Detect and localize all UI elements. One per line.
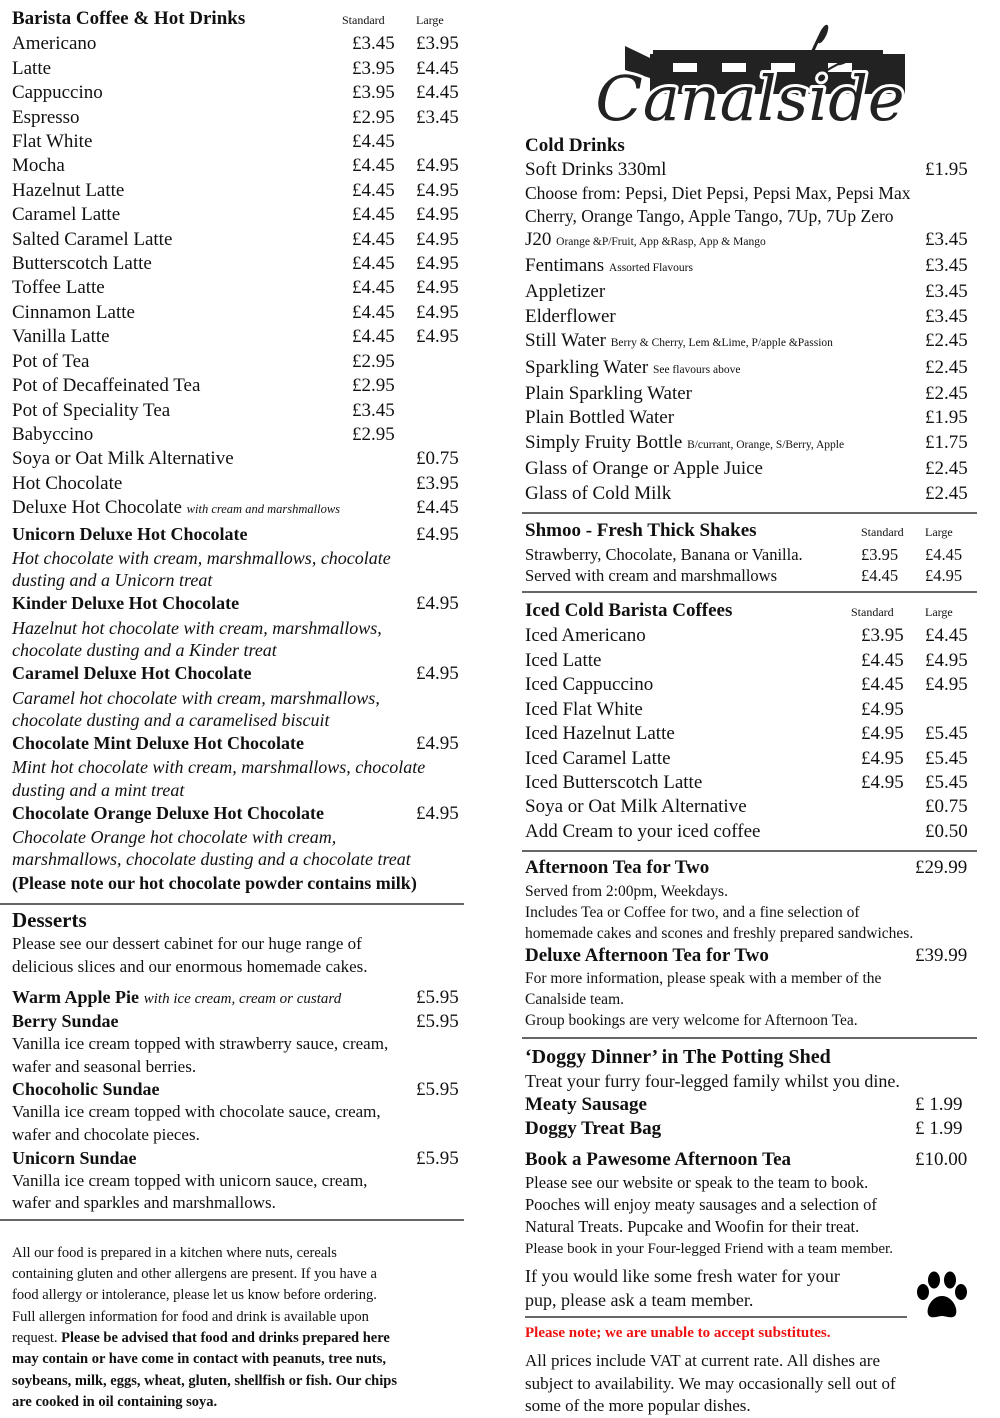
divider bbox=[522, 591, 977, 593]
item-price: £2.45 bbox=[925, 330, 968, 352]
item-price: £4.95 bbox=[416, 593, 459, 615]
col-large: Large bbox=[925, 525, 953, 540]
water-note bbox=[525, 1264, 907, 1318]
deluxe-hot-chocolate bbox=[12, 496, 464, 521]
item-name: Kinder Deluxe Hot Chocolate bbox=[12, 593, 240, 614]
price-large: £4.45 bbox=[416, 82, 459, 104]
item-name: Still Water bbox=[525, 330, 606, 352]
iced-title: Iced Cold Barista Coffees bbox=[525, 600, 733, 622]
doggy-section bbox=[525, 1045, 977, 1418]
item-name: Warm Apple Pie bbox=[12, 987, 139, 1008]
item-note: See flavours above bbox=[652, 363, 741, 376]
dessert-item bbox=[12, 1147, 464, 1170]
hot-drinks-list bbox=[12, 32, 464, 496]
item-description: chocolate dusting and a caramelised biscuit bbox=[12, 709, 330, 730]
price-large: £4.95 bbox=[416, 253, 459, 275]
item-price: £10.00 bbox=[915, 1148, 968, 1170]
item-description: dusting and a mint treat bbox=[12, 779, 185, 800]
intro-line: Please see our dessert cabinet for our huge range of bbox=[12, 934, 362, 953]
cold-drinks-list bbox=[525, 228, 977, 506]
item-name-wrap bbox=[525, 305, 925, 329]
item-name: Unicorn Deluxe Hot Chocolate bbox=[12, 523, 248, 544]
right-column bbox=[525, 0, 977, 1418]
menu-item bbox=[525, 722, 977, 746]
afternoon-tea-section bbox=[525, 856, 977, 1031]
cold-drink-item bbox=[525, 254, 977, 280]
price-large: £4.95 bbox=[416, 228, 459, 250]
item-name: Strawberry, Chocolate, Banana or Vanilla. bbox=[525, 545, 803, 565]
dessert-list bbox=[12, 1010, 464, 1215]
special-item bbox=[12, 522, 464, 547]
item-name: Vanilla Latte bbox=[12, 326, 110, 348]
dessert-item bbox=[12, 1010, 464, 1033]
special-item bbox=[12, 801, 464, 826]
item-description: wafer and seasonal berries. bbox=[12, 1056, 197, 1076]
menu-item bbox=[12, 301, 464, 325]
hot-chocolate-specials bbox=[12, 522, 464, 871]
menu-item bbox=[525, 624, 977, 648]
item-name: Served with cream and marshmallows bbox=[525, 566, 778, 586]
price-standard: £4.95 bbox=[861, 747, 904, 769]
item-price: £4.95 bbox=[416, 732, 459, 754]
price-standard: £4.45 bbox=[352, 204, 395, 226]
item-price: £5.95 bbox=[416, 1079, 459, 1101]
col-large: Large bbox=[416, 13, 444, 27]
special-item bbox=[12, 661, 464, 686]
item-name: Caramel Deluxe Hot Chocolate bbox=[12, 663, 252, 684]
choice-line: Cherry, Orange Tango, Apple Tango, 7Up, 7Up Zero bbox=[525, 206, 894, 226]
menu-item bbox=[12, 350, 464, 374]
allergen-line: Full allergen information for food and drink is available upon bbox=[12, 1308, 369, 1325]
item-description: marshmallows, chocolate dusting and a chocolate treat bbox=[12, 849, 411, 870]
item-name: Latte bbox=[12, 57, 52, 79]
item-price: £29.99 bbox=[915, 857, 968, 879]
milk-note: (Please note our hot chocolate powder contains milk) bbox=[12, 872, 417, 893]
description-line: homemade cakes and scones and freshly prepared sandwiches. bbox=[525, 924, 914, 942]
item-name: Soft Drinks 330ml bbox=[525, 159, 667, 180]
item-price: £1.95 bbox=[925, 159, 968, 180]
item-price: £3.45 bbox=[925, 228, 968, 250]
price-standard: £4.95 bbox=[861, 723, 904, 745]
price-standard: £4.45 bbox=[352, 131, 395, 153]
menu-item bbox=[12, 325, 464, 349]
divider bbox=[0, 903, 464, 905]
price-large: £4.95 bbox=[416, 204, 459, 226]
menu-item bbox=[525, 747, 977, 771]
menu-item bbox=[525, 649, 977, 673]
item-name: Soya or Oat Milk Alternative bbox=[525, 796, 747, 818]
intro-line: delicious slices and our enormous homemade cakes. bbox=[12, 956, 368, 976]
menu-item bbox=[525, 673, 977, 697]
hot-drinks-header bbox=[12, 7, 464, 32]
item-name-wrap bbox=[525, 254, 925, 280]
item-price: £3.45 bbox=[925, 281, 968, 303]
col-standard: Standard bbox=[342, 13, 385, 27]
item-name: Iced Caramel Latte bbox=[525, 747, 671, 769]
price-standard: £4.45 bbox=[352, 155, 395, 177]
item-price: £4.95 bbox=[416, 802, 459, 824]
item-name: Hazelnut Latte bbox=[12, 179, 125, 201]
item-price: £ 1.99 bbox=[915, 1118, 963, 1140]
price-standard: £2.95 bbox=[352, 106, 395, 128]
cold-drink-item bbox=[525, 431, 977, 457]
price-large: £5.45 bbox=[925, 747, 968, 769]
shakes-title: Shmoo - Fresh Thick Shakes bbox=[525, 520, 757, 542]
menu-item bbox=[12, 81, 464, 105]
doggy-item bbox=[525, 1093, 977, 1117]
price-large: £4.95 bbox=[416, 155, 459, 177]
item-price: £1.95 bbox=[925, 407, 968, 429]
item-note: Berry & Cherry, Lem &Lime, P/apple &Passion bbox=[610, 337, 833, 350]
menu-item bbox=[12, 447, 464, 471]
description-line: Pooches will enjoy meaty sausages and a selection of bbox=[525, 1195, 877, 1215]
price-large: £3.95 bbox=[416, 472, 459, 494]
description-line: Natural Treats. Pupcake and Woofin for their treat. bbox=[525, 1217, 860, 1237]
item-name: Afternoon Tea for Two bbox=[525, 857, 710, 879]
item-name: Appletizer bbox=[525, 281, 606, 303]
description-line: Group bookings are very welcome for Afternoon Tea. bbox=[525, 1011, 858, 1029]
iced-section bbox=[525, 599, 977, 844]
item-description: dusting and a Unicorn treat bbox=[12, 570, 213, 591]
menu-item bbox=[525, 771, 977, 795]
menu-item bbox=[525, 565, 977, 586]
item-name: Pot of Tea bbox=[12, 350, 90, 372]
price-large: £4.95 bbox=[925, 674, 968, 696]
menu-item bbox=[12, 374, 464, 398]
item-name: Soya or Oat Milk Alternative bbox=[12, 448, 234, 470]
menu-item bbox=[12, 228, 464, 252]
description-line: Includes Tea or Coffee for two, and a fine selection of bbox=[525, 903, 860, 921]
price-standard: £2.95 bbox=[352, 350, 395, 372]
item-price: £4.95 bbox=[416, 663, 459, 685]
price-large: £4.45 bbox=[925, 625, 968, 647]
item-description: Caramel hot chocolate with cream, marshmallows, bbox=[12, 687, 380, 708]
item-name: Deluxe Afternoon Tea for Two bbox=[525, 944, 769, 966]
cold-drink-item bbox=[525, 305, 977, 329]
divider bbox=[522, 1037, 977, 1039]
item-description: wafer and sparkles and marshmallows. bbox=[12, 1193, 276, 1213]
price-standard: £3.95 bbox=[861, 545, 899, 565]
price-large: £4.95 bbox=[416, 277, 459, 299]
item-name: J20 bbox=[525, 228, 552, 250]
item-name: Butterscotch Latte bbox=[12, 253, 152, 275]
choice-line: Choose from: Pepsi, Diet Pepsi, Pepsi Max, Pepsi Max bbox=[525, 183, 911, 204]
desserts-title: Desserts bbox=[12, 908, 87, 932]
item-price: £2.45 bbox=[925, 383, 968, 405]
price-standard: £3.95 bbox=[352, 82, 395, 104]
item-name: Iced Americano bbox=[525, 625, 646, 647]
description-line: Canalside team. bbox=[525, 990, 624, 1008]
price-large: £4.45 bbox=[925, 545, 963, 565]
col-standard: Standard bbox=[851, 605, 894, 620]
price-standard: £4.45 bbox=[352, 301, 395, 323]
shakes-section bbox=[525, 519, 977, 586]
item-price: £2.45 bbox=[925, 356, 968, 378]
item-name: Hot Chocolate bbox=[12, 472, 123, 494]
price-standard: £4.95 bbox=[861, 698, 904, 720]
item-description: wafer and chocolate pieces. bbox=[12, 1124, 200, 1144]
item-name: Chocoholic Sundae bbox=[12, 1079, 160, 1100]
left-column bbox=[12, 0, 464, 1413]
logo-text: Canalside bbox=[595, 62, 905, 130]
menu-item bbox=[12, 399, 464, 423]
item-description: Hazelnut hot chocolate with cream, marshmallows, bbox=[12, 617, 382, 638]
item-name: Espresso bbox=[12, 106, 80, 128]
item-name: Add Cream to your iced coffee bbox=[525, 820, 761, 842]
item-name: Iced Hazelnut Latte bbox=[525, 723, 675, 745]
allergen-notice bbox=[12, 1243, 464, 1413]
divider bbox=[0, 1219, 464, 1221]
item-name: Chocolate Mint Deluxe Hot Chocolate bbox=[12, 732, 304, 753]
description-line: Please book in your Four-legged Friend with a team member. bbox=[525, 1241, 893, 1258]
item-name-wrap bbox=[525, 482, 925, 506]
menu-item bbox=[12, 276, 464, 300]
item-name-wrap bbox=[525, 280, 925, 304]
price-standard: £4.45 bbox=[352, 253, 395, 275]
price-large: £3.95 bbox=[416, 33, 459, 55]
doggy-item bbox=[525, 1117, 977, 1141]
item-name: Caramel Latte bbox=[12, 204, 121, 226]
item-name: Berry Sundae bbox=[12, 1011, 119, 1032]
item-name: Glass of Cold Milk bbox=[525, 482, 672, 504]
item-description: Mint hot chocolate with cream, marshmallows, chocolate bbox=[12, 757, 426, 778]
cold-drink-item bbox=[525, 457, 977, 481]
price-large: £5.45 bbox=[925, 771, 968, 793]
item-description: Vanilla ice cream topped with unicorn sauce, cream, bbox=[12, 1170, 368, 1190]
desserts-intro bbox=[12, 933, 464, 978]
cold-drink-item bbox=[525, 356, 977, 382]
item-description: Chocolate Orange hot chocolate with cream, bbox=[12, 827, 337, 848]
item-name-wrap bbox=[525, 228, 925, 254]
divider bbox=[522, 512, 977, 514]
paw-print-icon bbox=[907, 1264, 977, 1322]
item-name-wrap bbox=[525, 431, 925, 457]
price-standard: £3.45 bbox=[352, 399, 395, 421]
item-name: Plain Bottled Water bbox=[525, 407, 675, 429]
apple-pie bbox=[12, 986, 464, 1010]
item-price: £ 1.99 bbox=[915, 1093, 963, 1115]
item-price: £5.95 bbox=[416, 987, 459, 1009]
price-standard: £2.95 bbox=[352, 375, 395, 397]
price-standard: £4.45 bbox=[352, 277, 395, 299]
special-item bbox=[12, 591, 464, 616]
substitutes-warning: Please note; we are unable to accept substitutes. bbox=[525, 1325, 831, 1342]
item-name: Cappuccino bbox=[12, 82, 103, 104]
item-name-wrap bbox=[525, 329, 925, 355]
menu-item bbox=[12, 472, 464, 496]
col-large: Large bbox=[925, 605, 953, 620]
vat-line: subject to availability. We may occasionally sell out of bbox=[525, 1373, 896, 1393]
description-line: For more information, please speak with a member of the bbox=[525, 969, 882, 987]
price-large: £0.75 bbox=[925, 796, 968, 818]
allergen-bold-line: soybeans, milk, eggs, wheat, gluten, shellfish or fish. Our chips bbox=[12, 1372, 397, 1389]
item-description: chocolate dusting and a Kinder treat bbox=[12, 639, 277, 660]
allergen-line: All our food is prepared in a kitchen where nuts, cereals bbox=[12, 1244, 337, 1261]
item-name: Simply Fruity Bottle bbox=[525, 431, 683, 453]
col-standard: Standard bbox=[861, 525, 904, 540]
price-large: £4.95 bbox=[925, 649, 968, 671]
price-large: £4.95 bbox=[925, 566, 963, 586]
price-standard: £3.95 bbox=[861, 625, 904, 647]
item-price: £4.95 bbox=[416, 523, 459, 545]
price-large: £0.50 bbox=[925, 820, 968, 842]
item-name: Doggy Treat Bag bbox=[525, 1118, 662, 1140]
menu-item bbox=[12, 154, 464, 178]
item-name-wrap bbox=[525, 406, 925, 430]
item-name: Babyccino bbox=[12, 423, 94, 445]
price-large: £4.45 bbox=[416, 57, 459, 79]
item-name: Iced Butterscotch Latte bbox=[525, 771, 703, 793]
price-standard: £4.45 bbox=[861, 674, 904, 696]
cold-drink-item bbox=[525, 406, 977, 430]
item-name: Toffee Latte bbox=[12, 277, 105, 299]
item-name-wrap bbox=[525, 356, 925, 382]
menu-item bbox=[12, 57, 464, 81]
price-standard: £3.45 bbox=[352, 33, 395, 55]
price-large: £4.95 bbox=[416, 326, 459, 348]
doggy-intro: Treat your furry four-legged family whilst you dine. bbox=[525, 1070, 900, 1091]
cold-drink-item bbox=[525, 482, 977, 506]
doggy-title: ‘Doggy Dinner’ in The Potting Shed bbox=[525, 1045, 831, 1068]
item-price: £3.45 bbox=[925, 255, 968, 276]
item-price: £1.75 bbox=[925, 431, 968, 453]
cold-drink-item bbox=[525, 329, 977, 355]
price-standard: £4.45 bbox=[861, 566, 899, 586]
item-name: Mocha bbox=[12, 155, 65, 177]
item-name: Pot of Speciality Tea bbox=[12, 399, 171, 421]
item-note: Orange &P/Fruit, App &Rasp, App & Mango bbox=[556, 235, 766, 248]
item-price: £2.45 bbox=[925, 482, 968, 504]
item-name: Fentimans bbox=[525, 255, 605, 276]
price-standard: £4.45 bbox=[352, 228, 395, 250]
item-price: £4.45 bbox=[416, 497, 459, 519]
item-note: with cream and marshmallows bbox=[186, 502, 341, 517]
water-line: If you would like some fresh water for your bbox=[525, 1266, 840, 1287]
item-price: £5.95 bbox=[416, 1011, 459, 1033]
section-title: Barista Coffee & Hot Drinks bbox=[12, 8, 246, 29]
menu-item bbox=[12, 130, 464, 154]
allergen-line: request. bbox=[12, 1329, 62, 1346]
menu-item bbox=[12, 423, 464, 447]
menu-item bbox=[525, 698, 977, 722]
item-name: Iced Flat White bbox=[525, 698, 643, 720]
item-description: Hot chocolate with cream, marshmallows, chocolate bbox=[12, 547, 391, 568]
item-description: Vanilla ice cream topped with chocolate sauce, cream, bbox=[12, 1102, 381, 1122]
item-name-wrap bbox=[525, 382, 925, 406]
canalside-logo bbox=[585, 20, 915, 130]
cold-drink-item bbox=[525, 280, 977, 304]
menu-item bbox=[525, 795, 977, 819]
item-name: Glass of Orange or Apple Juice bbox=[525, 458, 763, 480]
item-name: Cinnamon Latte bbox=[12, 301, 135, 323]
allergen-line: containing gluten and other allergens are present. If you have a bbox=[12, 1266, 377, 1283]
menu-item bbox=[12, 32, 464, 56]
price-standard: £4.45 bbox=[352, 326, 395, 348]
item-note: Assorted Flavours bbox=[608, 262, 693, 274]
price-standard: £4.95 bbox=[861, 771, 904, 793]
allergen-bold-line: may contain or have come in contact with peanuts, tree nuts, bbox=[12, 1351, 387, 1368]
cold-drink-item bbox=[525, 228, 977, 254]
special-item bbox=[12, 731, 464, 756]
item-name: Pot of Decaffeinated Tea bbox=[12, 375, 201, 397]
price-large: £0.75 bbox=[416, 448, 459, 470]
item-name: Iced Latte bbox=[525, 649, 602, 671]
water-row bbox=[525, 1264, 977, 1322]
price-large: £3.45 bbox=[416, 106, 459, 128]
item-name: Flat White bbox=[12, 131, 93, 153]
price-standard: £4.45 bbox=[352, 179, 395, 201]
allergen-bold-line: are cooked in oil containing soya. bbox=[12, 1393, 218, 1410]
item-name: Iced Cappuccino bbox=[525, 674, 654, 696]
item-price: £3.45 bbox=[925, 305, 968, 327]
item-price: £39.99 bbox=[915, 944, 968, 966]
cold-drink-item bbox=[525, 382, 977, 406]
description-line: Served from 2:00pm, Weekdays. bbox=[525, 882, 728, 900]
item-name: Chocolate Orange Deluxe Hot Chocolate bbox=[12, 802, 324, 823]
vat-line: some of the more popular dishes. bbox=[525, 1396, 751, 1416]
item-name: Unicorn Sundae bbox=[12, 1147, 137, 1168]
soft-drinks bbox=[525, 158, 977, 182]
menu-item bbox=[12, 179, 464, 203]
item-price: £2.45 bbox=[925, 458, 968, 480]
menu-item bbox=[12, 106, 464, 130]
price-standard: £4.45 bbox=[861, 649, 904, 671]
allergen-line: food allergy or intolerance, please let us know before ordering. bbox=[12, 1287, 377, 1304]
dessert-item bbox=[12, 1078, 464, 1101]
vat-line: All prices include VAT at current rate. All dishes are bbox=[525, 1351, 881, 1371]
narrowboat-logo-icon bbox=[585, 20, 915, 130]
item-name: Plain Sparkling Water bbox=[525, 383, 692, 405]
item-name: Elderflower bbox=[525, 305, 616, 327]
price-standard: £3.95 bbox=[352, 57, 395, 79]
item-note: B/currant, Orange, S/Berry, Apple bbox=[687, 438, 845, 451]
description-line: Please see our website or speak to the team to book. bbox=[525, 1173, 869, 1193]
item-price: £5.95 bbox=[416, 1147, 459, 1169]
item-note: with ice cream, cream or custard bbox=[143, 991, 342, 1008]
menu-item bbox=[525, 820, 977, 844]
menu-item bbox=[12, 203, 464, 227]
item-name: Americano bbox=[12, 33, 97, 55]
divider bbox=[522, 850, 977, 852]
item-name: Salted Caramel Latte bbox=[12, 228, 173, 250]
allergen-bold: Please be advised that food and drinks prepared here bbox=[61, 1329, 390, 1346]
soft-drink-choices bbox=[525, 182, 977, 227]
item-name: Book a Pawesome Afternoon Tea bbox=[525, 1148, 791, 1170]
item-description: Vanilla ice cream topped with strawberry sauce, cream, bbox=[12, 1034, 389, 1054]
item-name: Deluxe Hot Chocolate bbox=[12, 497, 182, 519]
price-large: £5.45 bbox=[925, 723, 968, 745]
menu-item bbox=[525, 544, 977, 565]
item-name-wrap bbox=[525, 457, 925, 481]
price-large: £4.95 bbox=[416, 179, 459, 201]
item-name: Sparkling Water bbox=[525, 356, 649, 378]
price-standard: £2.95 bbox=[352, 423, 395, 445]
water-line: pup, please ask a team member. bbox=[525, 1290, 754, 1311]
item-name: Meaty Sausage bbox=[525, 1093, 647, 1115]
menu-item bbox=[12, 252, 464, 276]
price-large: £4.95 bbox=[416, 301, 459, 323]
cold-drinks-title: Cold Drinks bbox=[525, 135, 625, 156]
